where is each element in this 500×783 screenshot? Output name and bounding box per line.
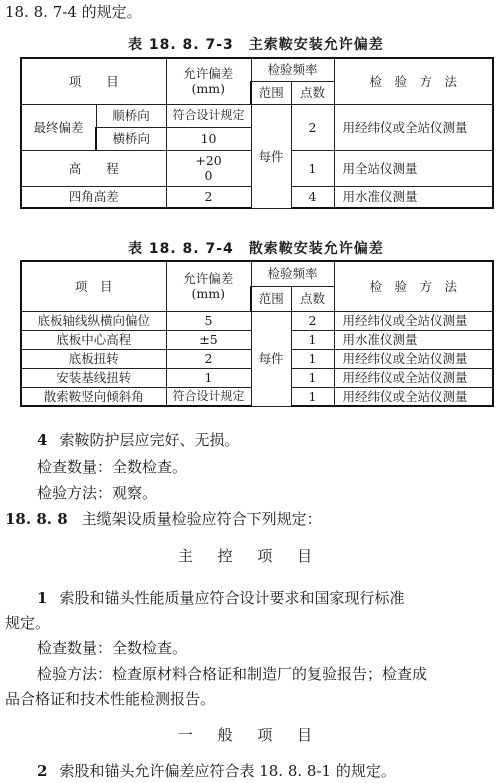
t2-header-tolerance: 允许偏差 (mm) bbox=[166, 261, 251, 311]
item1-text: 索股和锚头性能质量应符合设计要求和国家现行标准 bbox=[59, 589, 405, 607]
t2-row-points: 1 bbox=[291, 330, 334, 349]
t1-header-item: 项 目 bbox=[21, 58, 166, 104]
check-method-continuation: 品合格证和技术性能检测报告。 bbox=[5, 690, 216, 708]
t1-row-sub: 顺桥向 bbox=[96, 104, 166, 127]
t1-header-frequency: 检验频率 bbox=[251, 58, 334, 81]
check-quantity: 检查数量：全数检查。 bbox=[37, 639, 188, 657]
continuation-line: 18. 8. 7-4 的规定。 bbox=[5, 3, 142, 21]
item1-continuation: 规定。 bbox=[5, 614, 51, 632]
t2-row-method: 用经纬仪或全站仪测量 bbox=[334, 368, 493, 387]
t1-row-points: 2 bbox=[291, 104, 334, 150]
t2-scope-value: 每件 bbox=[251, 311, 291, 406]
check-method: 检验方法：观察。 bbox=[37, 484, 158, 502]
item2 bbox=[37, 761, 396, 781]
t1-row-sub: 横桥向 bbox=[96, 127, 166, 150]
t2-header-points: 点数 bbox=[291, 286, 334, 311]
t1-row-points: 1 bbox=[291, 150, 334, 186]
t1-row-item: 最终偏差 bbox=[21, 104, 96, 150]
t2-row-tolerance: ±5 bbox=[166, 330, 251, 349]
t1-row-tolerance: +20 0 bbox=[166, 150, 251, 186]
check-quantity: 检查数量：全数检查。 bbox=[37, 458, 188, 476]
section-text: 主缆架设质量检验应符合下列规定： bbox=[81, 510, 322, 528]
t1-row-tolerance: 符合设计规定 bbox=[166, 104, 251, 127]
item1 bbox=[37, 588, 404, 608]
t2-row-points: 2 bbox=[291, 311, 334, 330]
t2-row-tolerance: 1 bbox=[166, 368, 251, 387]
section-number: 18. 8. 8 bbox=[5, 510, 68, 528]
t1-header-tolerance: 允许偏差 (mm) bbox=[166, 58, 251, 104]
t2-row-method: 用水准仪测量 bbox=[334, 330, 493, 349]
table2 bbox=[20, 260, 494, 407]
t2-header-frequency: 检验频率 bbox=[251, 261, 334, 286]
t1-header-points: 点数 bbox=[291, 81, 334, 104]
table1-caption: 表 18. 8. 7-3 主索鞍安装允许偏差 bbox=[128, 37, 384, 53]
item1-number: 1 bbox=[37, 589, 48, 607]
general-items-heading: 一 般 项 目 bbox=[177, 726, 323, 744]
main-control-heading: 主 控 项 目 bbox=[177, 547, 323, 565]
section-18-8-8 bbox=[5, 509, 322, 529]
t2-row-tolerance: 5 bbox=[166, 311, 251, 330]
t1-row-method: 用水准仪测量 bbox=[334, 186, 493, 208]
t2-row-item: 底板中心高程 bbox=[21, 330, 166, 349]
t2-header-scope: 范围 bbox=[251, 286, 291, 311]
t2-row-points: 1 bbox=[291, 387, 334, 406]
check-method: 检验方法：检查原材料合格证和制造厂的复验报告；检查成 bbox=[37, 665, 428, 683]
t1-row-tolerance: 2 bbox=[166, 186, 251, 208]
t2-row-item: 安装基线扭转 bbox=[21, 368, 166, 387]
item2-text: 索股和锚头允许偏差应符合表 18. 8. 8-1 的规定。 bbox=[59, 762, 396, 780]
item4 bbox=[37, 430, 239, 450]
t1-row-method: 用经纬仪或全站仪测量 bbox=[334, 104, 493, 150]
t1-row-points: 4 bbox=[291, 186, 334, 208]
t2-row-tolerance: 2 bbox=[166, 349, 251, 368]
t1-header-method: 检 验 方 法 bbox=[334, 58, 493, 104]
table1 bbox=[20, 57, 494, 209]
t2-row-tolerance: 符合设计规定 bbox=[166, 387, 251, 406]
t1-header-scope: 范围 bbox=[251, 81, 291, 104]
t1-row-tolerance: 10 bbox=[166, 127, 251, 150]
t2-row-item: 散索鞍竖向倾斜角 bbox=[21, 387, 166, 406]
t2-row-item: 底板扭转 bbox=[21, 349, 166, 368]
t2-row-item: 底板轴线纵横向偏位 bbox=[21, 311, 166, 330]
item4-number: 4 bbox=[37, 431, 48, 449]
t2-row-points: 1 bbox=[291, 349, 334, 368]
t2-row-method: 用经纬仪或全站仪测量 bbox=[334, 311, 493, 330]
t2-row-method: 用经纬仪或全站仪测量 bbox=[334, 349, 493, 368]
t2-row-points: 1 bbox=[291, 368, 334, 387]
t1-row-item: 四角高差 bbox=[21, 186, 166, 208]
item2-number: 2 bbox=[37, 762, 48, 780]
t2-row-method: 用经纬仪或全站仪测量 bbox=[334, 387, 493, 406]
table2-caption: 表 18. 8. 7-4 散索鞍安装允许偏差 bbox=[128, 241, 384, 257]
t2-header-method: 检 验 方 法 bbox=[334, 261, 493, 311]
t1-row-item: 高 程 bbox=[21, 150, 166, 186]
item4-text: 索鞍防护层应完好、无损。 bbox=[59, 431, 240, 449]
t1-row-method: 用全站仪测量 bbox=[334, 150, 493, 186]
t1-scope-value: 每件 bbox=[251, 104, 291, 208]
t2-header-item: 项 目 bbox=[21, 261, 166, 311]
